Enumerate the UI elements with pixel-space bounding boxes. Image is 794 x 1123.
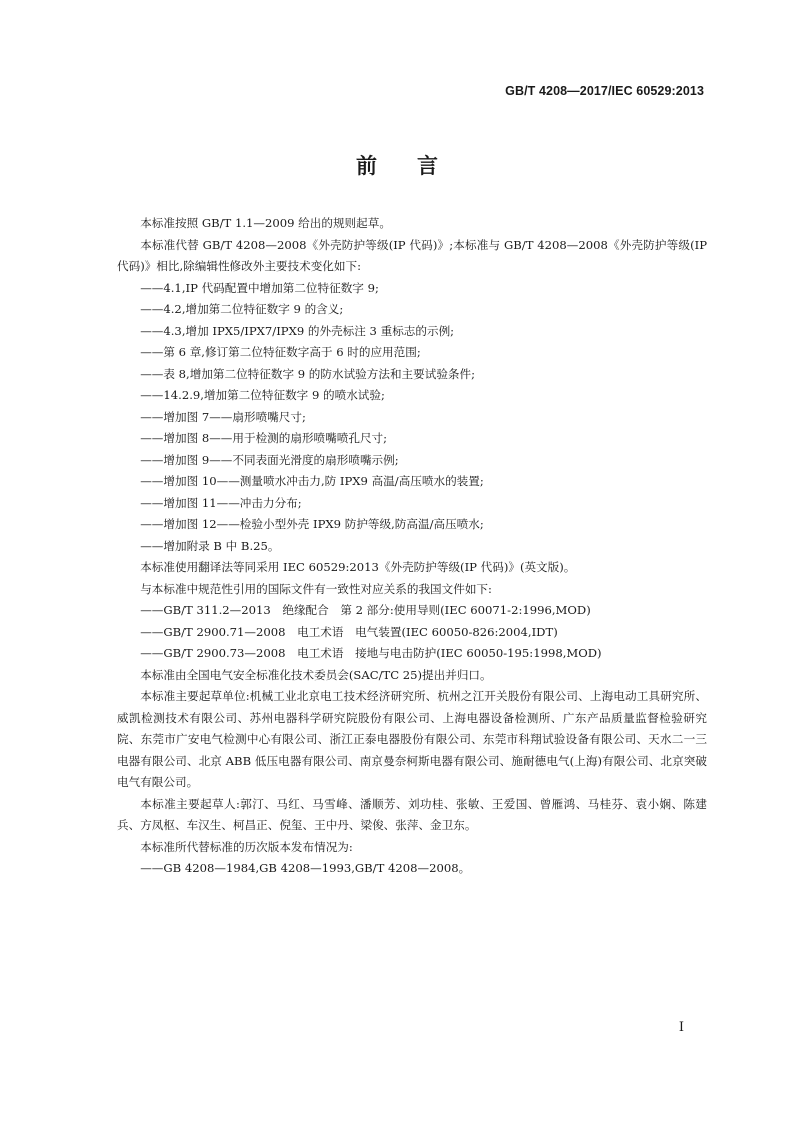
- page-title: [0, 150, 794, 180]
- change-item: ——增加图 10——测量喷水冲击力,防 IPX9 高温/高压喷水的装置;: [140, 474, 484, 488]
- reference-item: ——GB/T 2900.71—2008 电工术语 电气装置(IEC 60050-826:2004,IDT): [140, 624, 558, 639]
- paragraph-drafting-units: 本标准主要起草单位:机械工业北京电工技术经济研究所、杭州之江开关股份有限公司、上海电动工具研究所、威凯检测技术有限公司、苏州电器科学研究院股份有限公司、上海电器设备检测所、广东产品质量监督检验研究院、东莞市广安电气检测中心有限公司、浙江正泰电器股份有限公司、东莞市科翔试验设备有限公司、天水二一三电器有限公司、北京 ABB 低压电器有限公司、南京曼奈柯斯电器有限公司、施耐德电气(上海)有限公司、北京突破电气有限公司。: [117, 689, 707, 789]
- change-item: ——增加图 7——扇形喷嘴尺寸;: [140, 409, 306, 424]
- title-char-1: 前: [356, 154, 377, 178]
- page-number: I: [678, 1020, 684, 1035]
- paragraph-replacement: 本标准代替 GB/T 4208—2008《外壳防护等级(IP 代码)》;本标准与 GB/T 4208—2008《外壳防护等级(IP 代码)》相比,除编辑性修改外主要技术变化如下:: [117, 237, 707, 273]
- change-item: ——表 8,增加第二位特征数字 9 的防水试验方法和主要试验条件;: [140, 366, 476, 381]
- standard-code: GB/T 4208—2017/IEC 60529:2013: [505, 84, 704, 98]
- reference-item: ——GB/T 2900.73—2008 电工术语 接地与电击防护(IEC 60050-195:1998,MOD): [140, 646, 602, 660]
- change-item: ——增加图 12——检验小型外壳 IPX9 防护等级,防高温/高压喷水;: [140, 517, 484, 531]
- change-item: ——增加图 8——用于检测的扇形喷嘴喷孔尺寸;: [140, 431, 388, 445]
- change-item: ——增加图 9——不同表面光滑度的扇形喷嘴示例;: [140, 452, 399, 467]
- change-item: ——第 6 章,修订第二位特征数字高于 6 时的应用范围;: [140, 345, 421, 359]
- paragraph-committee: 本标准由全国电气安全标准化技术委员会(SAC/TC 25)提出并归口。: [140, 667, 492, 682]
- paragraph-drafting-rules: 本标准按照 GB/T 1.1—2009 给出的规则起草。: [140, 216, 391, 230]
- title-char-2: 言: [417, 154, 438, 178]
- change-item: ——14.2.9,增加第二位特征数字 9 的喷水试验;: [140, 388, 385, 402]
- change-item: ——4.1,IP 代码配置中增加第二位特征数字 9;: [140, 280, 379, 295]
- paragraph-drafters: 本标准主要起草人:郭汀、马红、马雪峰、潘顺芳、刘功桂、张敏、王爱国、曾雁鸿、马桂芬、袁小娴、陈建兵、方凤枢、车汉生、柯昌正、倪玺、王中丹、梁俊、张萍、金卫东。: [117, 796, 707, 832]
- paragraph-history-intro: 本标准所代替标准的历次版本发布情况为:: [140, 839, 353, 854]
- reference-item: ——GB/T 311.2—2013 绝缘配合 第 2 部分:使用导则(IEC 60071-2:1996,MOD): [140, 603, 591, 617]
- change-item: ——4.2,增加第二位特征数字 9 的含义;: [140, 302, 344, 316]
- foreword-body: [117, 213, 707, 880]
- change-item: ——增加图 11——冲击力分布;: [140, 495, 302, 510]
- history-item: ——GB 4208—1984,GB 4208—1993,GB/T 4208—2008。: [140, 861, 471, 875]
- change-item: ——4.3,增加 IPX5/IPX7/IPX9 的外壳标注 3 重标志的示例;: [140, 323, 455, 338]
- change-item: ——增加附录 B 中 B.25。: [140, 538, 280, 553]
- paragraph-adoption: 本标准使用翻译法等同采用 IEC 60529:2013《外壳防护等级(IP 代码)》(英文版)。: [140, 560, 576, 574]
- paragraph-references-intro: 与本标准中规范性引用的国际文件有一致性对应关系的我国文件如下:: [140, 581, 492, 596]
